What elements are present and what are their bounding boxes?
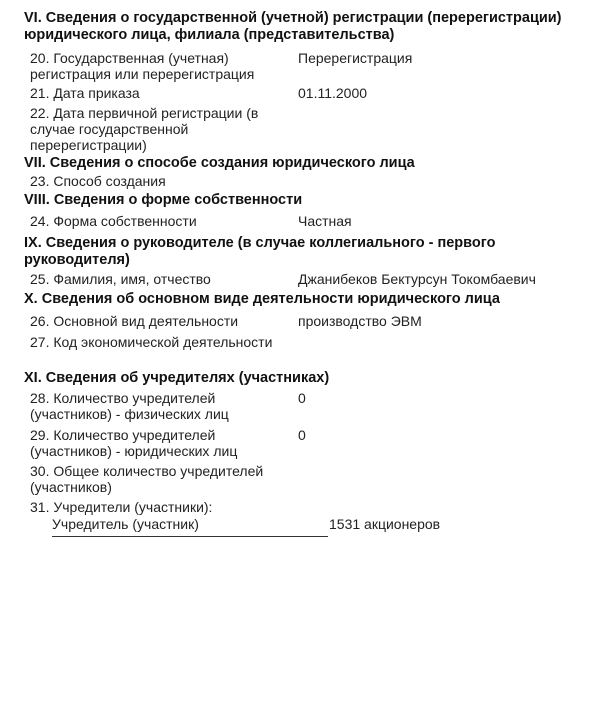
field-24-label: 24. Форма собственности	[30, 213, 197, 229]
field-26-label: 26. Основной вид деятельности	[30, 313, 239, 329]
field-22-label: 22. Дата первичной регистрации (в случае государственной перерегистрации)	[30, 105, 259, 153]
field-24-value: Частная	[298, 213, 352, 229]
field-27-label: 27. Код экономической деятельности	[30, 334, 273, 350]
section-viii-title: VIII. Сведения о форме собственности	[24, 192, 303, 208]
section-vi-title: VI. Сведения о государственной (учетной) регистрации (перерегистрации) юридического лица, филиала (представительства)	[24, 10, 562, 43]
field-31-label: 31. Учредители (участники):	[30, 499, 213, 515]
section-vii-title: VII. Сведения о способе создания юридического лица	[24, 155, 415, 171]
founder-label: Учредитель (участник)	[52, 516, 199, 532]
section-x-title: X. Сведения об основном виде деятельности юридического лица	[24, 291, 500, 307]
field-25-label: 25. Фамилия, имя, отчество	[30, 271, 211, 287]
field-28-value: 0	[298, 390, 306, 406]
field-23-label: 23. Способ создания	[30, 173, 166, 189]
field-20-label: 20. Государственная (учетная) регистрация или перерегистрация	[30, 50, 255, 82]
field-29-value: 0	[298, 427, 306, 443]
section-xi-title: XI. Сведения об учредителях (участниках)	[24, 370, 330, 386]
field-21-value: 01.11.2000	[298, 85, 368, 101]
field-21-label: 21. Дата приказа	[30, 85, 140, 101]
founder-value: 1531 акционеров	[329, 516, 441, 532]
section-ix-title: IX. Сведения о руководителе (в случае коллегиального - первого руководителя)	[24, 235, 496, 268]
field-20-value: Перерегистрация	[298, 50, 413, 66]
field-28-label: 28. Количество учредителей (участников) - физических лиц	[30, 390, 229, 422]
field-26-value: производство ЭВМ	[298, 313, 422, 329]
field-25-value: Джанибеков Бектурсун Токомбаевич	[298, 271, 536, 287]
founder-row-underline	[52, 536, 328, 537]
field-29-label: 29. Количество учредителей (участников) - юридических лиц	[30, 427, 238, 459]
field-30-label: 30. Общее количество учредителей (участников)	[30, 463, 264, 495]
